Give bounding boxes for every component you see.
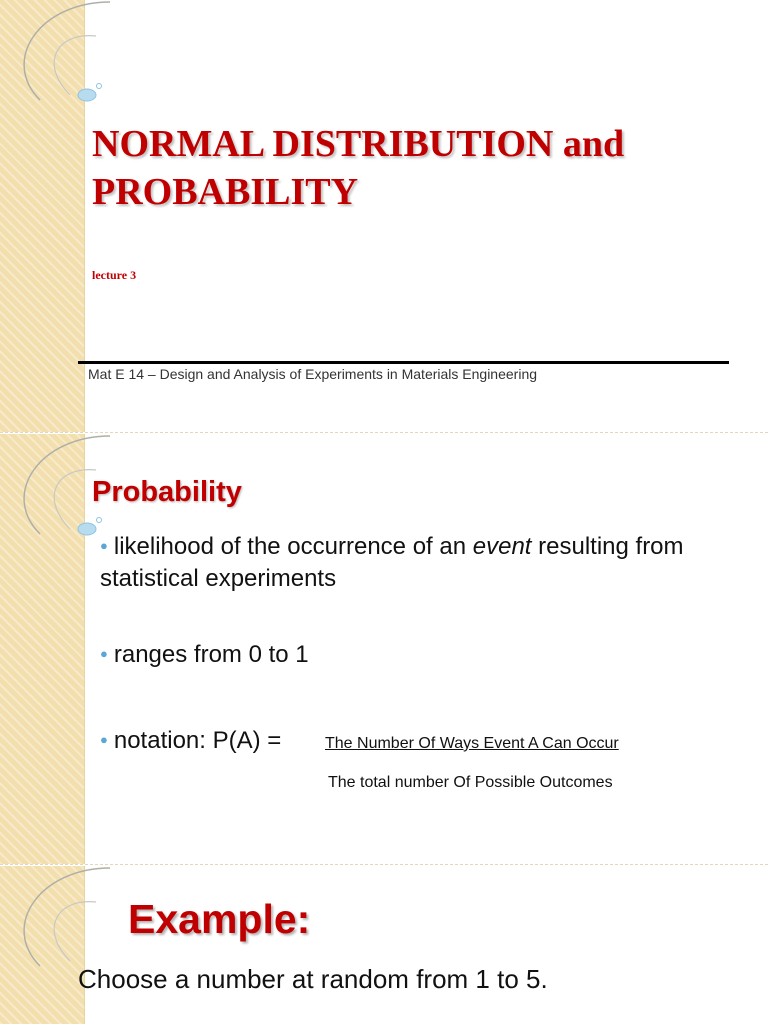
bullet-item: ● likelihood of the occurrence of an event resulting from statistical experiments xyxy=(100,533,684,592)
example-text: Choose a number at random from 1 to 5. xyxy=(78,964,548,994)
bullet-item: ● ranges from 0 to 1 xyxy=(100,641,309,668)
bubble-icon xyxy=(97,518,102,523)
emphasis-text: event xyxy=(472,533,532,560)
bullet-dot-icon: ● xyxy=(100,732,108,747)
fraction-denominator: The total number Of Possible Outcomes xyxy=(328,774,613,791)
bullet-item: ● notation: P(A) = xyxy=(100,727,282,754)
slide-title: NORMAL DISTRIBUTION and PROBABILITY xyxy=(92,123,625,213)
bullet-dot-icon: ● xyxy=(100,646,108,661)
divider-line xyxy=(78,361,729,364)
bubble-icon xyxy=(97,84,102,89)
example-slide xyxy=(0,866,768,1024)
swirl-decoration xyxy=(0,0,120,120)
probability-slide xyxy=(0,434,768,864)
bubble-icon xyxy=(78,523,96,535)
fraction-numerator: The Number Of Ways Event A Can Occur xyxy=(325,735,619,752)
title-slide xyxy=(0,0,768,432)
slide-heading: Probability xyxy=(92,476,242,508)
bubble-icon xyxy=(78,89,96,101)
bullet-dot-icon: ● xyxy=(100,538,108,553)
slide-heading: Example: xyxy=(128,896,311,942)
course-footer: Mat E 14 – Design and Analysis of Experiments in Materials Engineering xyxy=(88,366,538,382)
slide-subtitle: lecture 3 xyxy=(92,268,137,282)
